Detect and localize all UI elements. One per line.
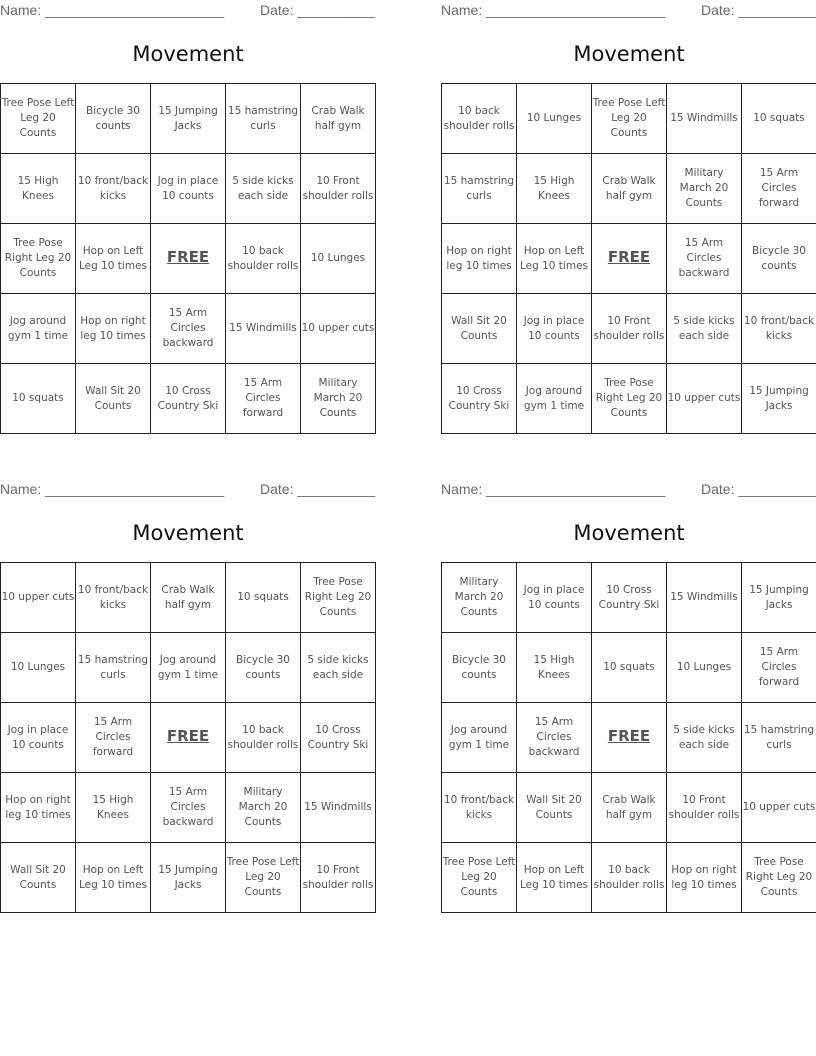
grid-cell: 15 Arm Circles forward (742, 633, 816, 703)
grid-cell: 15 Jumping Jacks (742, 364, 816, 434)
grid-cell: 10 Lunges (517, 84, 592, 154)
grid-cell: 10 squats (592, 633, 667, 703)
grid-cell: Wall Sit 20 Counts (1, 843, 76, 913)
grid-cell: 10 back shoulder rolls (592, 843, 667, 913)
card-header (0, 479, 376, 501)
grid-cell: Wall Sit 20 Counts (442, 294, 517, 364)
grid-cell: Tree Pose Right Leg 20 Counts (1, 224, 76, 294)
grid-cell: Wall Sit 20 Counts (76, 364, 151, 434)
grid-cell: 10 Front shoulder rolls (592, 294, 667, 364)
grid-cell: 10 Front shoulder rolls (301, 843, 376, 913)
grid-row (442, 294, 816, 364)
grid-cell: Hop on Left Leg 10 times (517, 843, 592, 913)
grid-cell: 10 Cross Country Ski (151, 364, 226, 434)
card-title: Movement (132, 42, 244, 66)
grid-cell: Military March 20 Counts (667, 154, 742, 224)
card-header (441, 0, 816, 22)
free-space-label: FREE (166, 727, 210, 745)
grid-cell: 5 side kicks each side (667, 703, 742, 773)
grid-cell: 10 Cross Country Ski (442, 364, 517, 434)
grid-cell: 15 hamstring curls (742, 703, 816, 773)
grid-cell: Military March 20 Counts (226, 773, 301, 843)
grid-row (1, 633, 376, 703)
grid-cell: 15 Arm Circles backward (517, 703, 592, 773)
grid-cell: 10 back shoulder rolls (226, 224, 301, 294)
grid-cell: Tree Pose Left Leg 20 Counts (592, 84, 667, 154)
grid-cell: Military March 20 Counts (442, 563, 517, 633)
grid-cell: Jog around gym 1 time (1, 294, 76, 364)
date-field[interactable]: Date: __________ (260, 481, 376, 497)
grid-cell: 10 upper cuts (301, 294, 376, 364)
grid-cell: 15 High Knees (517, 154, 592, 224)
grid-row (442, 84, 816, 154)
grid-cell: 15 hamstring curls (226, 84, 301, 154)
grid-cell: 15 hamstring curls (442, 154, 517, 224)
grid-row (1, 563, 376, 633)
grid-row (1, 294, 376, 364)
grid-cell: Jog around gym 1 time (442, 703, 517, 773)
grid-cell: 15 Windmills (667, 563, 742, 633)
bingo-grid (0, 562, 376, 913)
grid-cell: Bicycle 30 counts (76, 84, 151, 154)
grid-cell: Jog in place 10 counts (517, 563, 592, 633)
grid-cell: Crab Walk half gym (301, 84, 376, 154)
free-space-cell (592, 703, 667, 773)
grid-row (1, 773, 376, 843)
grid-cell: Tree Pose Left Leg 20 Counts (442, 843, 517, 913)
card-title: Movement (573, 42, 685, 66)
free-space-cell (151, 224, 226, 294)
grid-row (1, 703, 376, 773)
grid-cell: 15 Arm Circles backward (151, 294, 226, 364)
grid-cell: 15 Arm Circles forward (76, 703, 151, 773)
grid-cell: Jog around gym 1 time (517, 364, 592, 434)
grid-cell: Bicycle 30 counts (742, 224, 816, 294)
grid-cell: Crab Walk half gym (592, 773, 667, 843)
grid-cell: 10 front/back kicks (742, 294, 816, 364)
grid-cell: 15 Jumping Jacks (151, 843, 226, 913)
grid-cell: 10 Lunges (301, 224, 376, 294)
free-space-label: FREE (166, 248, 210, 266)
grid-cell: 10 back shoulder rolls (442, 84, 517, 154)
grid-cell: 10 squats (742, 84, 816, 154)
grid-row (442, 224, 816, 294)
card-title: Movement (573, 521, 685, 545)
grid-cell: 10 squats (1, 364, 76, 434)
grid-cell: 10 upper cuts (1, 563, 76, 633)
grid-cell: 10 front/back kicks (442, 773, 517, 843)
grid-row (1, 364, 376, 434)
free-space-cell (592, 224, 667, 294)
grid-row (442, 563, 816, 633)
grid-row (442, 843, 816, 913)
grid-cell: 10 upper cuts (667, 364, 742, 434)
grid-cell: 15 Arm Circles backward (667, 224, 742, 294)
grid-row (442, 633, 816, 703)
grid-cell: Jog around gym 1 time (151, 633, 226, 703)
grid-row (442, 154, 816, 224)
grid-row (1, 843, 376, 913)
grid-cell: Tree Pose Right Leg 20 Counts (742, 843, 816, 913)
free-space-label: FREE (607, 248, 651, 266)
name-field[interactable]: Name: _______________________ (0, 481, 225, 497)
free-space-label: FREE (607, 727, 651, 745)
grid-cell: Bicycle 30 counts (442, 633, 517, 703)
grid-cell: 15 High Knees (76, 773, 151, 843)
grid-cell: 5 side kicks each side (226, 154, 301, 224)
grid-row (1, 224, 376, 294)
bingo-grid (0, 83, 376, 434)
grid-cell: 15 High Knees (1, 154, 76, 224)
grid-cell: Jog in place 10 counts (1, 703, 76, 773)
grid-cell: Hop on Left Leg 10 times (517, 224, 592, 294)
free-space-cell (151, 703, 226, 773)
date-field[interactable]: Date: __________ (701, 481, 816, 497)
grid-cell: Crab Walk half gym (592, 154, 667, 224)
grid-row (1, 84, 376, 154)
grid-cell: 15 High Knees (517, 633, 592, 703)
card-header (0, 0, 376, 22)
grid-cell: Tree Pose Right Leg 20 Counts (592, 364, 667, 434)
bingo-grid (441, 83, 816, 434)
grid-cell: Hop on right leg 10 times (442, 224, 517, 294)
grid-cell: 10 Front shoulder rolls (667, 773, 742, 843)
grid-cell: 15 Jumping Jacks (742, 563, 816, 633)
grid-cell: 15 Arm Circles backward (151, 773, 226, 843)
grid-cell: Hop on Left Leg 10 times (76, 843, 151, 913)
grid-cell: Hop on right leg 10 times (76, 294, 151, 364)
grid-cell: 10 front/back kicks (76, 154, 151, 224)
name-field[interactable]: Name: _______________________ (0, 2, 225, 18)
grid-cell: 15 Windmills (226, 294, 301, 364)
grid-cell: Jog in place 10 counts (151, 154, 226, 224)
grid-cell: Tree Pose Left Leg 20 Counts (1, 84, 76, 154)
grid-cell: 15 Arm Circles forward (226, 364, 301, 434)
grid-cell: 10 front/back kicks (76, 563, 151, 633)
grid-cell: 15 Jumping Jacks (151, 84, 226, 154)
grid-cell: 10 Front shoulder rolls (301, 154, 376, 224)
date-field[interactable]: Date: __________ (701, 2, 816, 18)
grid-cell: Hop on right leg 10 times (1, 773, 76, 843)
grid-cell: Hop on Left Leg 10 times (76, 224, 151, 294)
grid-cell: 5 side kicks each side (301, 633, 376, 703)
grid-cell: Military March 20 Counts (301, 364, 376, 434)
grid-cell: 10 Lunges (667, 633, 742, 703)
grid-cell: 5 side kicks each side (667, 294, 742, 364)
grid-cell: Hop on right leg 10 times (667, 843, 742, 913)
name-field[interactable]: Name: _______________________ (441, 2, 666, 18)
grid-cell: Bicycle 30 counts (226, 633, 301, 703)
grid-row (442, 773, 816, 843)
grid-cell: 10 back shoulder rolls (226, 703, 301, 773)
grid-row (442, 364, 816, 434)
grid-cell: 15 Windmills (301, 773, 376, 843)
date-field[interactable]: Date: __________ (260, 2, 376, 18)
grid-cell: 10 squats (226, 563, 301, 633)
grid-cell: Crab Walk half gym (151, 563, 226, 633)
grid-cell: 15 hamstring curls (76, 633, 151, 703)
bingo-grid (441, 562, 816, 913)
grid-cell: Tree Pose Left Leg 20 Counts (226, 843, 301, 913)
grid-row (442, 703, 816, 773)
grid-cell: 10 Cross Country Ski (301, 703, 376, 773)
card-title: Movement (132, 521, 244, 545)
grid-cell: 10 upper cuts (742, 773, 816, 843)
grid-cell: 15 Windmills (667, 84, 742, 154)
grid-cell: 10 Lunges (1, 633, 76, 703)
grid-row (1, 154, 376, 224)
name-field[interactable]: Name: _______________________ (441, 481, 666, 497)
grid-cell: Jog in place 10 counts (517, 294, 592, 364)
card-header (441, 479, 816, 501)
grid-cell: Tree Pose Right Leg 20 Counts (301, 563, 376, 633)
grid-cell: 15 Arm Circles forward (742, 154, 816, 224)
grid-cell: Wall Sit 20 Counts (517, 773, 592, 843)
grid-cell: 10 Cross Country Ski (592, 563, 667, 633)
